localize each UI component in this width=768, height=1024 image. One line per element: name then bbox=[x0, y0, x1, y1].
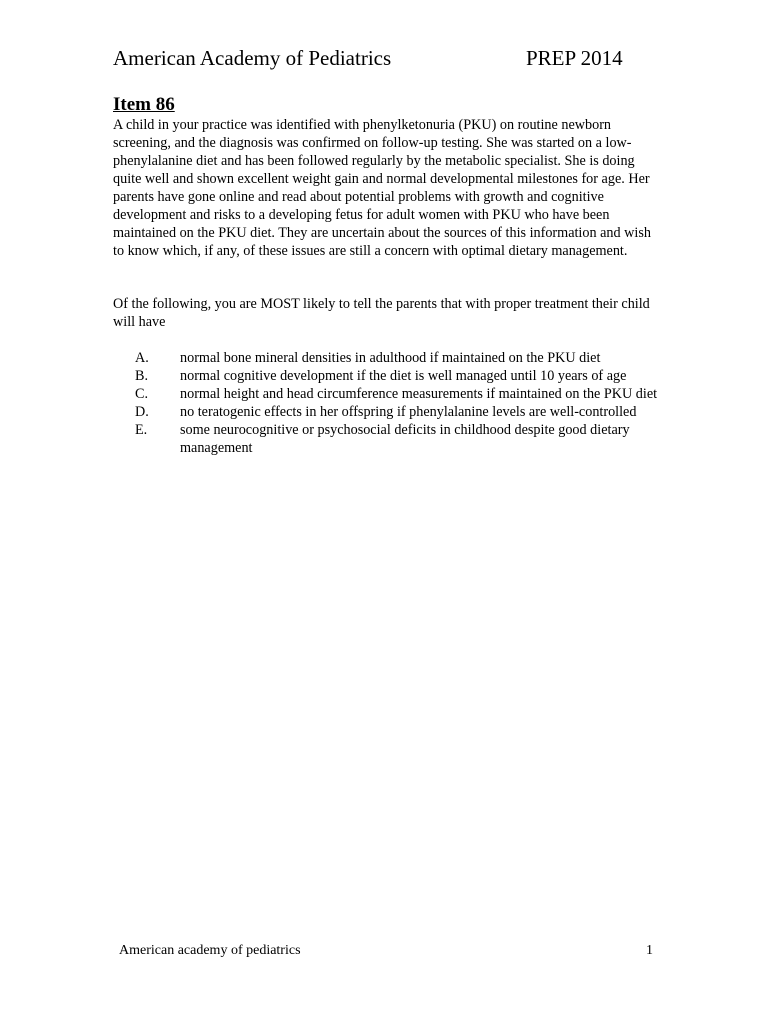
item-title: Item 86 bbox=[113, 94, 175, 115]
page-number: 1 bbox=[646, 943, 653, 958]
option-c bbox=[113, 385, 658, 403]
option-letter: B. bbox=[135, 368, 149, 384]
option-letter: C. bbox=[135, 386, 149, 402]
option-letter: A. bbox=[135, 350, 149, 366]
option-e bbox=[113, 421, 658, 457]
answer-options bbox=[113, 349, 658, 457]
question-stem: A child in your practice was identified with phenylketonuria (PKU) on routine newborn screening, and the diagnosis was confirmed on follow-up testing. She was started on a low-phenylalanine diet and has been followed regularly by the metabolic specialist. She is doing quite well and shown excellent weight gain and normal developmental milestones for age. Her parents have gone online and read about potential problems with growth and cognitive development and risks to a developing fetus for adult women with PKU who have been maintained on the PKU diet. They are uncertain about the sources of this information and wish to know which, if any, of these issues are still a concern with optimal dietary management. bbox=[113, 117, 651, 259]
header-publication: PREP 2014 bbox=[526, 46, 623, 70]
option-text: normal cognitive development if the diet is well managed until 10 years of age bbox=[180, 368, 627, 384]
option-a bbox=[113, 349, 658, 367]
footer-organization: American academy of pediatrics bbox=[119, 943, 301, 958]
option-text: normal height and head circumference measurements if maintained on the PKU diet bbox=[180, 386, 658, 402]
option-letter: E. bbox=[135, 422, 148, 438]
page-header bbox=[113, 46, 633, 76]
option-d bbox=[113, 403, 658, 421]
option-text: some neurocognitive or psychosocial deficits in childhood despite good dietary management bbox=[180, 422, 630, 456]
header-organization: American Academy of Pediatrics bbox=[113, 46, 392, 70]
option-b bbox=[113, 367, 658, 385]
option-text: normal bone mineral densities in adulthood if maintained on the PKU diet bbox=[180, 350, 601, 366]
option-letter: D. bbox=[135, 404, 149, 420]
option-text: no teratogenic effects in her offspring if phenylalanine levels are well-controlled bbox=[180, 404, 637, 420]
question-prompt: Of the following, you are MOST likely to tell the parents that with proper treatment their child will have bbox=[113, 296, 650, 330]
